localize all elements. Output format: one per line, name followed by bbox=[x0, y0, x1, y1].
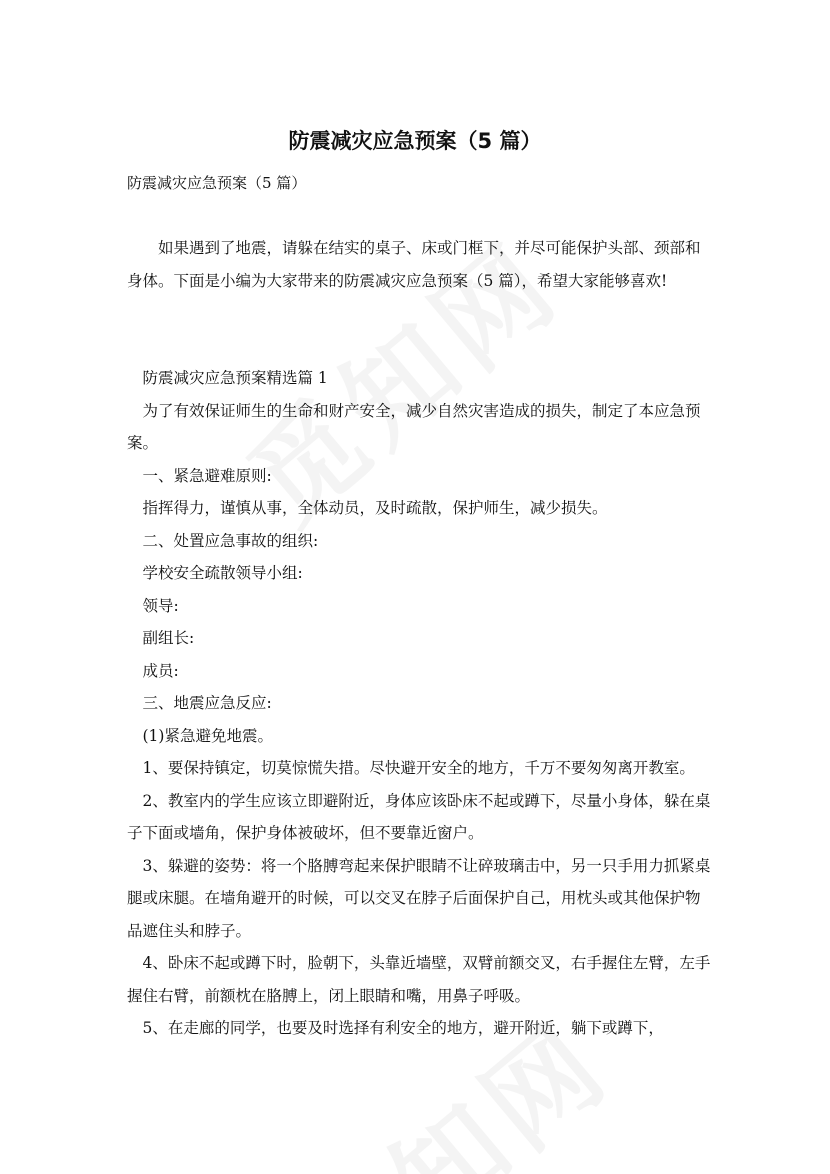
body-line: 2、教室内的学生应该立即避附近，身体应该卧床不起或蹲下，尽量小身体，躲在桌子下面或墙角，保护身体被破坏，但不要靠近窗户。 bbox=[127, 791, 711, 842]
body-line: (1)紧急避免地震。 bbox=[142, 726, 273, 745]
body-line: 3、躲避的姿势：将一个胳膊弯起来保护眼睛不让碎玻璃击中，另一只手用力抓紧桌腿或床腿。在墙角避开的时候，可以交叉在脖子后面保护自己，用枕头或其他保护物品遮住头和脖子。 bbox=[127, 856, 711, 940]
body-line: 为了有效保证师生的生命和财产安全，减少自然灾害造成的损失，制定了本应急预案。 bbox=[127, 401, 701, 452]
body-line: 一、紧急避难原则: bbox=[142, 466, 272, 485]
document-body bbox=[127, 362, 712, 1045]
document-subtitle: 防震减灾应急预案（5 篇） bbox=[127, 174, 307, 192]
body-line: 二、处置应急事故的组织: bbox=[142, 531, 319, 550]
body-line: 成员: bbox=[142, 661, 179, 680]
body-line: 学校安全疏散领导小组: bbox=[142, 564, 303, 582]
body-line: 5、在走廊的同学，也要及时选择有利安全的地方，避开附近，躺下或蹲下， bbox=[142, 1019, 664, 1037]
body-line: 指挥得力，谨慎从事，全体动员，及时疏散，保护师生，减少损失。 bbox=[142, 499, 608, 517]
body-line: 领导: bbox=[142, 596, 179, 615]
body-line: 1、要保持镇定，切莫惊慌失措。尽快避开安全的地方，千万不要匆匆离开教室。 bbox=[142, 759, 695, 777]
body-line: 三、地震应急反应: bbox=[142, 694, 272, 712]
body-line: 防震减灾应急预案精选篇 1 bbox=[142, 369, 328, 387]
intro-paragraph: 如果遇到了地震，请躲在结实的桌子、床或门框下，并尽可能保护头部、颈部和身体。下面是小编为大家带来的防震减灾应急预案（5 篇），希望大家能够喜欢! bbox=[127, 239, 701, 290]
body-line: 4、卧床不起或蹲下时，脸朝下，头靠近墙壁，双臂前额交叉，右手握住左臂，左手握住右臂，前额枕在胳膊上，闭上眼睛和嘴，用鼻子呼吸。 bbox=[127, 954, 711, 1005]
document-title: 防震减灾应急预案（5 篇） bbox=[288, 129, 542, 153]
body-line: 副组长: bbox=[142, 629, 195, 647]
